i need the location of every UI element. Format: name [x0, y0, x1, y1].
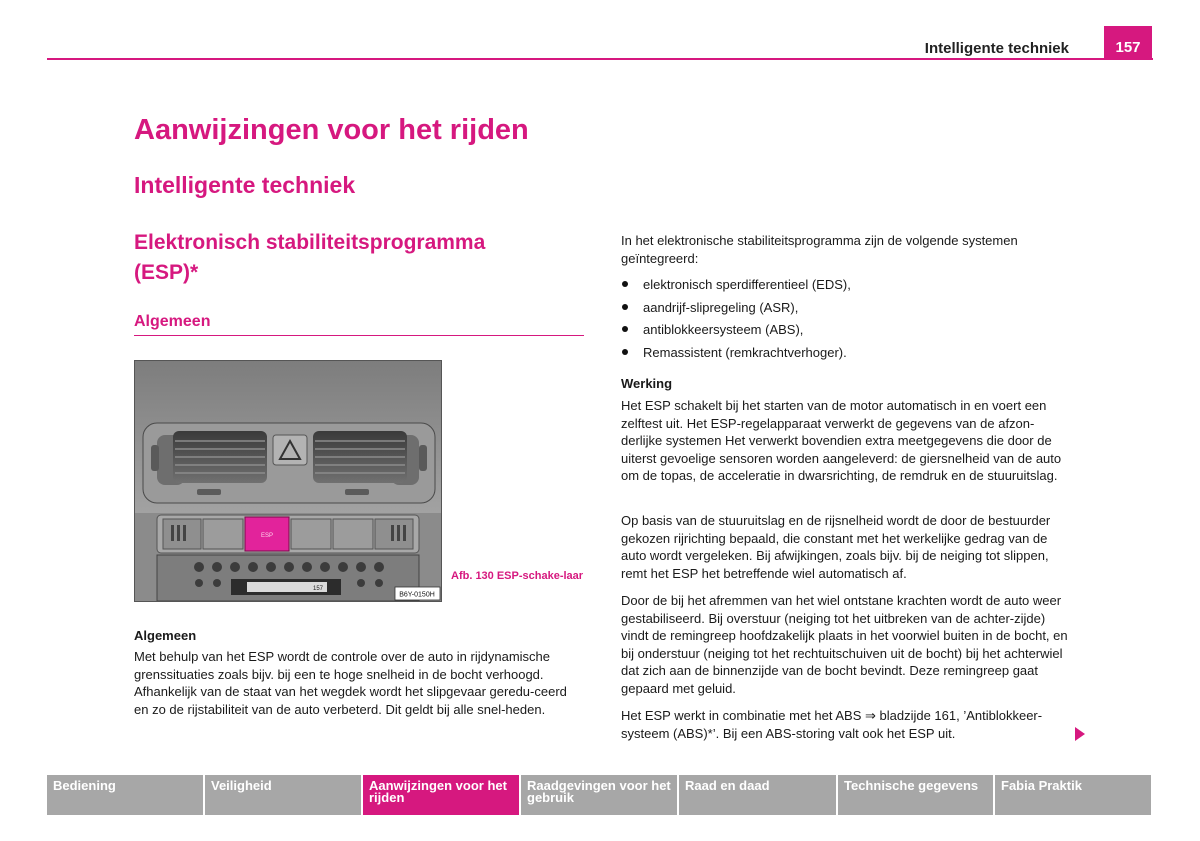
nav-tab-technische-gegevens[interactable]: Technische gegevens: [838, 775, 993, 815]
intro-text: In het elektronische stabiliteitsprogramma zijn de volgende systemen geïntegreerd:: [621, 233, 1018, 266]
radio-display-text: 157: [312, 586, 323, 592]
page-number: 157: [1104, 26, 1152, 59]
paragraph-3: Door de bij het afremmen van het wiel ontstane krachten wordt de auto weer gestabiliseerd. Bij overstuur (neiging tot het uitbreken van de achter-zijde) vindt de remingreep hoofdzakelijk plaats in het voorwiel buiten in de bocht, en bij onderstuur (neiging tot het rechtuitschuiven uit de bocht) bij het achterwiel dat zich aan de binnenzijde van de bocht bevindt. Deze remingreep gaat gepaard met geluid.: [621, 593, 1068, 696]
bullet-icon: [622, 304, 628, 310]
werking-heading: Werking: [621, 376, 673, 391]
running-header-title: Intelligente techniek: [924, 40, 1069, 57]
dashboard-drawing: [135, 361, 441, 601]
figure-code: B6Y-0150H: [399, 591, 435, 599]
list-item-text: aandrijf-slipregeling (ASR),: [643, 299, 799, 315]
esp-button-label: ESP: [260, 533, 274, 539]
header-rule: [47, 58, 1153, 60]
nav-tab-veiligheid[interactable]: Veiligheid: [205, 775, 361, 815]
topic-title: Elektronisch stabiliteitsprogramma (ESP)*: [134, 231, 486, 284]
left-subheading: Algemeen: [134, 628, 197, 643]
list-item: [621, 299, 1071, 322]
subsection-title: Algemeen: [134, 313, 211, 330]
list-item: [621, 321, 1071, 344]
subsection-rule: [134, 335, 584, 336]
bullet-icon: [622, 349, 628, 355]
left-body-text: Met behulp van het ESP wordt de controle over de auto in rijdynamische grenssituaties zoals bijv. bij een te hoge snelheid in de bocht verhoogd. Afhankelijk van de staat van het wegdek wordt het slipgevaar geredu-ceerd en zo de rijstabiliteit van de auto verbeterd. Dit geldt bij alle snel-heden.: [134, 649, 567, 717]
nav-tab-raad-en-daad[interactable]: Raad en daad: [679, 775, 836, 815]
figure-caption: Afb. 130 ESP-schake-laar: [451, 570, 584, 582]
nav-tab-raadgevingen[interactable]: Raadgevingen voor het gebruik: [521, 775, 677, 815]
systems-list: [621, 276, 1071, 366]
nav-tab-aanwijzingen[interactable]: Aanwijzingen voor het rijden: [363, 775, 519, 815]
section-title: Intelligente techniek: [134, 172, 356, 198]
next-page-arrow-icon[interactable]: [1075, 727, 1085, 741]
paragraph-4: Het ESP werkt in combinatie met het ABS ⇒ bladzijde 161, ’Antiblokkeer-systeem (ABS)*’. Bij een ABS-storing valt ook het ESP uit.: [621, 708, 1043, 741]
nav-tab-bediening[interactable]: Bediening: [47, 775, 203, 815]
paragraph-2: Op basis van de stuuruitslag en de rijsnelheid wordt de door de bestuurder gekozen rijrichting bepaald, die constant met het werkelijke gedrag van de auto wordt vergeleken. Bij afwijkingen, zoals bijv. bij de neiging tot slippen, remt het ESP het betreffende wiel automatisch af.: [621, 513, 1051, 581]
footer-chapter-nav: [47, 775, 1153, 815]
paragraph-1: Het ESP schakelt bij het starten van de motor automatisch in en voert een zelftest uit. Het ESP-regelapparaat verwerkt de gegevens van de afzon-derlijke systemen Het verwerkt bovendien extra meetgegevens die door de uiterst gevoelige sensoren worden aangeleverd: de giersnelheid van de auto om de topas, de acceleratie in dwarsrichting, de remdruk en de stuuruitslag.: [621, 398, 1062, 484]
chapter-title: Aanwijzingen voor het rijden: [134, 114, 529, 146]
esp-switch-illustration: [134, 360, 442, 602]
list-item: [621, 344, 1071, 367]
nav-tab-fabia-praktik[interactable]: Fabia Praktik: [995, 775, 1151, 815]
list-item-text: elektronisch sperdifferentieel (EDS),: [643, 277, 851, 292]
bullet-icon: [622, 281, 628, 287]
list-item: [621, 276, 1071, 299]
list-item-text: Remassistent (remkrachtverhoger).: [643, 344, 847, 360]
list-item-text: antiblokkeersysteem (ABS),: [643, 322, 804, 337]
bullet-icon: [622, 326, 628, 332]
